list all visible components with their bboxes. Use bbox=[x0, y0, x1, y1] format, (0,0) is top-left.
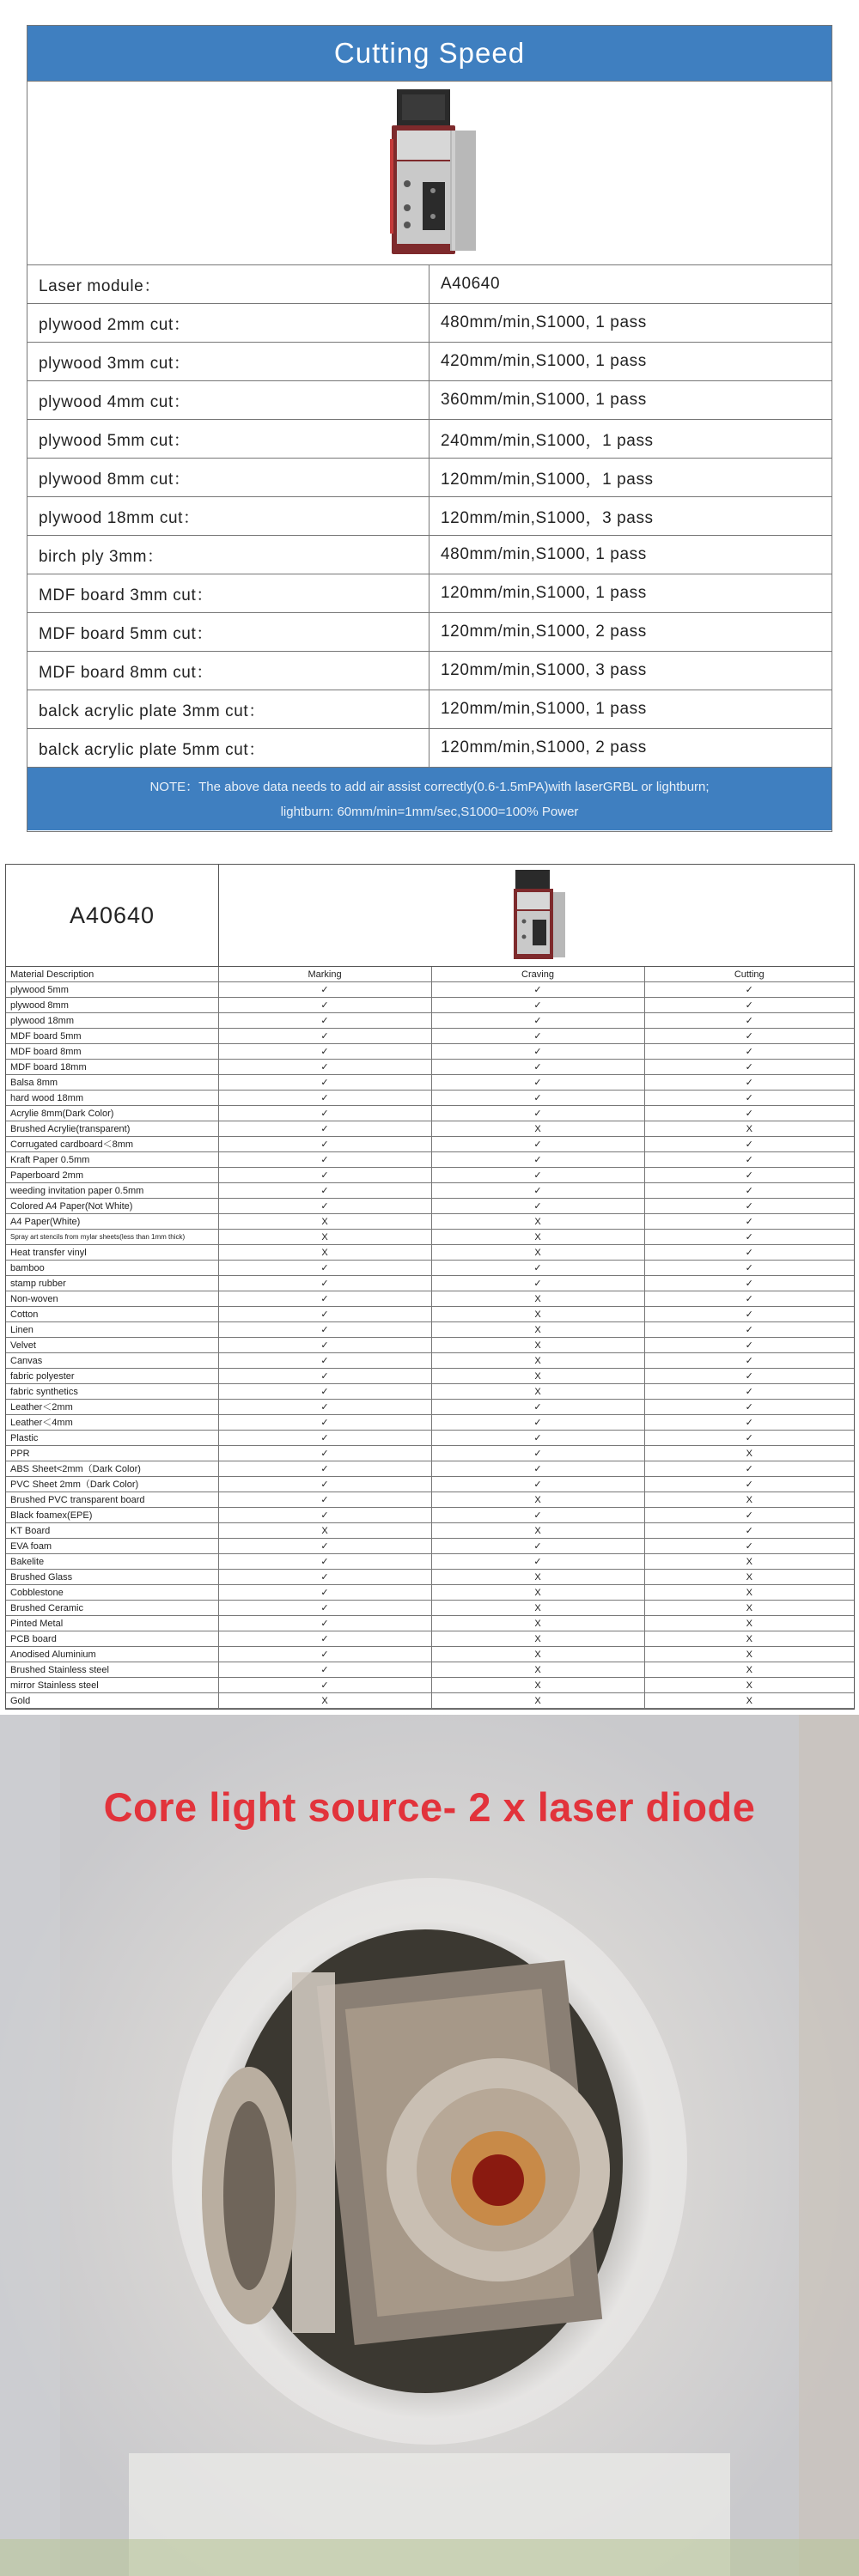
material-name: MDF board 5mm bbox=[6, 1029, 218, 1044]
speed-row-value: 120mm/min,S1000, 1 pass bbox=[441, 584, 647, 602]
table-row bbox=[6, 1013, 854, 1029]
cutting-mark: ✓ bbox=[644, 1384, 854, 1400]
material-name: ABS Sheet<2mm（Dark Color) bbox=[6, 1461, 218, 1477]
speed-row bbox=[27, 536, 832, 574]
speed-row bbox=[27, 690, 832, 729]
material-name: Brushed Ceramic bbox=[6, 1601, 218, 1616]
table-row bbox=[6, 998, 854, 1013]
table-row bbox=[6, 1245, 854, 1261]
material-table-header bbox=[6, 865, 854, 967]
marking-mark: ✓ bbox=[218, 982, 431, 998]
laser-diode-illustration bbox=[0, 1715, 859, 2576]
craving-mark: ✓ bbox=[431, 1415, 644, 1431]
marking-mark: X bbox=[218, 1523, 431, 1539]
material-name: fabric polyester bbox=[6, 1369, 218, 1384]
speed-row-label: MDF board 5mm cut： bbox=[27, 613, 430, 651]
speed-row-value: 120mm/min,S1000，1 pass bbox=[441, 470, 654, 489]
craving-mark: X bbox=[431, 1245, 644, 1261]
speed-row-label: plywood 4mm cut： bbox=[27, 381, 430, 419]
cutting-mark: ✓ bbox=[644, 1276, 854, 1291]
material-name: PVC Sheet 2mm（Dark Color) bbox=[6, 1477, 218, 1492]
craving-mark: ✓ bbox=[431, 1137, 644, 1152]
cutting-mark: ✓ bbox=[644, 1291, 854, 1307]
craving-mark: X bbox=[431, 1662, 644, 1678]
craving-mark: ✓ bbox=[431, 1508, 644, 1523]
cutting-mark: ✓ bbox=[644, 1245, 854, 1261]
marking-mark: ✓ bbox=[218, 1152, 431, 1168]
cutting-mark: ✓ bbox=[644, 1261, 854, 1276]
material-name: plywood 18mm bbox=[6, 1013, 218, 1029]
cutting-mark: ✓ bbox=[644, 998, 854, 1013]
cutting-mark: ✓ bbox=[644, 1400, 854, 1415]
speed-row-value: 120mm/min,S1000, 2 pass bbox=[441, 623, 647, 641]
material-name: weeding invitation paper 0.5mm bbox=[6, 1183, 218, 1199]
material-name: Leather＜4mm bbox=[6, 1415, 218, 1431]
table-row bbox=[6, 1199, 854, 1214]
table-row bbox=[6, 1461, 854, 1477]
marking-mark: ✓ bbox=[218, 1338, 431, 1353]
cutting-mark: ✓ bbox=[644, 1322, 854, 1338]
table-row bbox=[6, 1539, 854, 1554]
table-row bbox=[6, 1523, 854, 1539]
craving-mark: X bbox=[431, 1631, 644, 1647]
table-row bbox=[6, 982, 854, 998]
material-name: Non-woven bbox=[6, 1291, 218, 1307]
cutting-mark: ✓ bbox=[644, 1152, 854, 1168]
marking-mark: ✓ bbox=[218, 1616, 431, 1631]
material-name: Paperboard 2mm bbox=[6, 1168, 218, 1183]
marking-mark: ✓ bbox=[218, 1431, 431, 1446]
marking-mark: ✓ bbox=[218, 1662, 431, 1678]
craving-mark: X bbox=[431, 1338, 644, 1353]
speed-row bbox=[27, 381, 832, 420]
column-marking: Marking bbox=[218, 967, 431, 982]
material-name: Bakelite bbox=[6, 1554, 218, 1570]
speed-row bbox=[27, 574, 832, 613]
table-row bbox=[6, 1168, 854, 1183]
craving-mark: X bbox=[431, 1214, 644, 1230]
craving-mark: ✓ bbox=[431, 1446, 644, 1461]
material-name: KT Board bbox=[6, 1523, 218, 1539]
craving-mark: ✓ bbox=[431, 1199, 644, 1214]
craving-mark: X bbox=[431, 1492, 644, 1508]
material-name: Spray art stencils from mylar sheets(less than 1mm thick) bbox=[6, 1230, 218, 1245]
material-name: Velvet bbox=[6, 1338, 218, 1353]
table-row bbox=[6, 1508, 854, 1523]
marking-mark: ✓ bbox=[218, 1678, 431, 1693]
marking-mark: ✓ bbox=[218, 1415, 431, 1431]
cutting-mark: ✓ bbox=[644, 1183, 854, 1199]
table-row bbox=[6, 1322, 854, 1338]
table-row bbox=[6, 1585, 854, 1601]
cutting-mark: ✓ bbox=[644, 1461, 854, 1477]
table-row bbox=[6, 1647, 854, 1662]
craving-mark: ✓ bbox=[431, 1539, 644, 1554]
marking-mark: ✓ bbox=[218, 1183, 431, 1199]
cutting-mark: ✓ bbox=[644, 1431, 854, 1446]
material-name: plywood 8mm bbox=[6, 998, 218, 1013]
material-name: Kraft Paper 0.5mm bbox=[6, 1152, 218, 1168]
speed-row-label: Laser module： bbox=[27, 265, 430, 303]
table-row bbox=[6, 1075, 854, 1091]
table-row bbox=[6, 1631, 854, 1647]
material-name: Black foamex(EPE) bbox=[6, 1508, 218, 1523]
craving-mark: ✓ bbox=[431, 1554, 644, 1570]
marking-mark: ✓ bbox=[218, 1075, 431, 1091]
material-name: MDF board 8mm bbox=[6, 1044, 218, 1060]
cutting-mark: ✓ bbox=[644, 1199, 854, 1214]
table-row bbox=[6, 1678, 854, 1693]
material-name: Brushed Glass bbox=[6, 1570, 218, 1585]
material-name: Colored A4 Paper(Not White) bbox=[6, 1199, 218, 1214]
speed-row-value: 480mm/min,S1000, 1 pass bbox=[441, 545, 647, 563]
table-row bbox=[6, 1121, 854, 1137]
cutting-mark: ✓ bbox=[644, 1477, 854, 1492]
cutting-mark: X bbox=[644, 1678, 854, 1693]
table-row bbox=[6, 1369, 854, 1384]
laser-diode-photo bbox=[0, 1715, 859, 2576]
material-name: Brushed PVC transparent board bbox=[6, 1492, 218, 1508]
speed-row-label: plywood 5mm cut： bbox=[27, 420, 430, 458]
craving-mark: ✓ bbox=[431, 1461, 644, 1477]
table-row bbox=[6, 1307, 854, 1322]
craving-mark: X bbox=[431, 1353, 644, 1369]
marking-mark: ✓ bbox=[218, 998, 431, 1013]
material-name: bamboo bbox=[6, 1261, 218, 1276]
column-material-description: Material Description bbox=[6, 967, 218, 982]
table-row bbox=[6, 1384, 854, 1400]
speed-row bbox=[27, 652, 832, 690]
table-row bbox=[6, 1291, 854, 1307]
speed-note-line-1: NOTE：The above data needs to add air assist correctly(0.6-1.5mPA)with laserGRBL or lightburn; bbox=[149, 780, 710, 794]
marking-mark: ✓ bbox=[218, 1091, 431, 1106]
table-row bbox=[6, 1446, 854, 1461]
marking-mark: ✓ bbox=[218, 1631, 431, 1647]
marking-mark: ✓ bbox=[218, 1044, 431, 1060]
craving-mark: ✓ bbox=[431, 1013, 644, 1029]
craving-mark: ✓ bbox=[431, 1276, 644, 1291]
material-name: Anodised Aluminium bbox=[6, 1647, 218, 1662]
marking-mark: ✓ bbox=[218, 1508, 431, 1523]
cutting-mark: ✓ bbox=[644, 1508, 854, 1523]
speed-row-value: 480mm/min,S1000, 1 pass bbox=[441, 313, 647, 331]
speed-row-label: balck acrylic plate 3mm cut： bbox=[27, 690, 430, 728]
table-row bbox=[6, 1601, 854, 1616]
marking-mark: ✓ bbox=[218, 1477, 431, 1492]
marking-mark: ✓ bbox=[218, 1400, 431, 1415]
speed-row-label: MDF board 8mm cut： bbox=[27, 652, 430, 690]
material-name: PPR bbox=[6, 1446, 218, 1461]
marking-mark: ✓ bbox=[218, 1060, 431, 1075]
speed-note-line-2: lightburn: 60mm/min=1mm/sec,S1000=100% Power bbox=[280, 805, 579, 819]
cutting-mark: X bbox=[644, 1647, 854, 1662]
speed-note bbox=[27, 768, 832, 830]
speed-row-label: birch ply 3mm： bbox=[27, 536, 430, 574]
cutting-mark: ✓ bbox=[644, 1230, 854, 1245]
marking-mark: ✓ bbox=[218, 1353, 431, 1369]
marking-mark: ✓ bbox=[218, 1199, 431, 1214]
material-name: mirror Stainless steel bbox=[6, 1678, 218, 1693]
material-table-columns bbox=[6, 967, 854, 982]
material-name: stamp rubber bbox=[6, 1276, 218, 1291]
table-row bbox=[6, 1693, 854, 1709]
marking-mark: ✓ bbox=[218, 1369, 431, 1384]
craving-mark: ✓ bbox=[431, 982, 644, 998]
craving-mark: X bbox=[431, 1121, 644, 1137]
table-row bbox=[6, 1091, 854, 1106]
material-name: Linen bbox=[6, 1322, 218, 1338]
craving-mark: ✓ bbox=[431, 1029, 644, 1044]
table-row bbox=[6, 1400, 854, 1415]
marking-mark: ✓ bbox=[218, 1013, 431, 1029]
table-row bbox=[6, 1492, 854, 1508]
laser-module-icon bbox=[378, 88, 481, 259]
craving-mark: ✓ bbox=[431, 1106, 644, 1121]
marking-mark: ✓ bbox=[218, 1307, 431, 1322]
craving-mark: X bbox=[431, 1693, 644, 1709]
photo-title: Core light source- 2 x laser diode bbox=[103, 1784, 756, 1830]
material-name: Corrugated cardboard＜8mm bbox=[6, 1137, 218, 1152]
cutting-mark: X bbox=[644, 1631, 854, 1647]
cutting-speed-table bbox=[27, 25, 832, 832]
speed-row-value: 120mm/min,S1000, 3 pass bbox=[441, 661, 647, 679]
material-name: fabric synthetics bbox=[6, 1384, 218, 1400]
cutting-mark: X bbox=[644, 1570, 854, 1585]
cutting-speed-title: Cutting Speed bbox=[27, 26, 832, 82]
craving-mark: ✓ bbox=[431, 1477, 644, 1492]
craving-mark: ✓ bbox=[431, 1400, 644, 1415]
marking-mark: X bbox=[218, 1245, 431, 1261]
cutting-mark: ✓ bbox=[644, 982, 854, 998]
speed-row bbox=[27, 613, 832, 652]
table-row bbox=[6, 1214, 854, 1230]
laser-module-image bbox=[27, 82, 832, 265]
cutting-mark: ✓ bbox=[644, 1060, 854, 1075]
cutting-mark: ✓ bbox=[644, 1539, 854, 1554]
cutting-mark: ✓ bbox=[644, 1044, 854, 1060]
speed-row-value: 120mm/min,S1000，3 pass bbox=[441, 508, 654, 527]
craving-mark: X bbox=[431, 1307, 644, 1322]
craving-mark: X bbox=[431, 1570, 644, 1585]
craving-mark: ✓ bbox=[431, 1168, 644, 1183]
cutting-mark: X bbox=[644, 1585, 854, 1601]
material-name: Acrylie 8mm(Dark Color) bbox=[6, 1106, 218, 1121]
speed-row bbox=[27, 265, 832, 304]
marking-mark: X bbox=[218, 1693, 431, 1709]
material-compatibility-table bbox=[5, 864, 855, 1710]
marking-mark: ✓ bbox=[218, 1539, 431, 1554]
marking-mark: ✓ bbox=[218, 1585, 431, 1601]
material-name: Cobblestone bbox=[6, 1585, 218, 1601]
material-name: hard wood 18mm bbox=[6, 1091, 218, 1106]
cutting-mark: X bbox=[644, 1693, 854, 1709]
marking-mark: ✓ bbox=[218, 1261, 431, 1276]
table-row bbox=[6, 1477, 854, 1492]
material-name: Brushed Acrylie(transparent) bbox=[6, 1121, 218, 1137]
cutting-mark: ✓ bbox=[644, 1369, 854, 1384]
speed-row-value: 420mm/min,S1000, 1 pass bbox=[441, 352, 647, 370]
table-row bbox=[6, 1183, 854, 1199]
marking-mark: ✓ bbox=[218, 1446, 431, 1461]
marking-mark: ✓ bbox=[218, 1461, 431, 1477]
material-name: PCB board bbox=[6, 1631, 218, 1647]
cutting-mark: X bbox=[644, 1554, 854, 1570]
column-craving: Craving bbox=[431, 967, 644, 982]
craving-mark: ✓ bbox=[431, 1152, 644, 1168]
cutting-mark: ✓ bbox=[644, 1353, 854, 1369]
laser-module-thumbnail bbox=[219, 865, 854, 966]
cutting-mark: ✓ bbox=[644, 1168, 854, 1183]
table-row bbox=[6, 1276, 854, 1291]
cutting-mark: ✓ bbox=[644, 1013, 854, 1029]
table-row bbox=[6, 1570, 854, 1585]
material-name: Leather＜2mm bbox=[6, 1400, 218, 1415]
table-row bbox=[6, 1044, 854, 1060]
craving-mark: ✓ bbox=[431, 1431, 644, 1446]
cutting-mark: ✓ bbox=[644, 1307, 854, 1322]
speed-row bbox=[27, 459, 832, 497]
table-row bbox=[6, 1152, 854, 1168]
marking-mark: ✓ bbox=[218, 1570, 431, 1585]
marking-mark: X bbox=[218, 1214, 431, 1230]
cutting-mark: ✓ bbox=[644, 1029, 854, 1044]
speed-row-value: 360mm/min,S1000, 1 pass bbox=[441, 391, 647, 409]
cutting-mark: ✓ bbox=[644, 1075, 854, 1091]
cutting-mark: X bbox=[644, 1662, 854, 1678]
table-row bbox=[6, 1616, 854, 1631]
craving-mark: X bbox=[431, 1678, 644, 1693]
craving-mark: ✓ bbox=[431, 1044, 644, 1060]
table-row bbox=[6, 1431, 854, 1446]
speed-row bbox=[27, 729, 832, 768]
marking-mark: ✓ bbox=[218, 1601, 431, 1616]
craving-mark: X bbox=[431, 1616, 644, 1631]
material-name: MDF board 18mm bbox=[6, 1060, 218, 1075]
material-name: Pinted Metal bbox=[6, 1616, 218, 1631]
craving-mark: X bbox=[431, 1585, 644, 1601]
marking-mark: ✓ bbox=[218, 1647, 431, 1662]
marking-mark: ✓ bbox=[218, 1168, 431, 1183]
speed-row-label: MDF board 3mm cut： bbox=[27, 574, 430, 612]
material-name: plywood 5mm bbox=[6, 982, 218, 998]
table-row bbox=[6, 1353, 854, 1369]
marking-mark: ✓ bbox=[218, 1029, 431, 1044]
material-name: Heat transfer vinyl bbox=[6, 1245, 218, 1261]
craving-mark: X bbox=[431, 1369, 644, 1384]
marking-mark: ✓ bbox=[218, 1106, 431, 1121]
craving-mark: X bbox=[431, 1291, 644, 1307]
table-row bbox=[6, 1662, 854, 1678]
cutting-mark: X bbox=[644, 1616, 854, 1631]
material-name: Gold bbox=[6, 1693, 218, 1709]
speed-row bbox=[27, 420, 832, 459]
table-row bbox=[6, 1554, 854, 1570]
speed-row-value: A40640 bbox=[441, 275, 501, 293]
speed-row-value: 240mm/min,S1000，1 pass bbox=[441, 431, 654, 450]
speed-rows bbox=[27, 265, 832, 768]
speed-row bbox=[27, 343, 832, 381]
craving-mark: X bbox=[431, 1230, 644, 1245]
laser-module-icon bbox=[507, 868, 567, 963]
speed-row-label: plywood 8mm cut： bbox=[27, 459, 430, 496]
marking-mark: ✓ bbox=[218, 1291, 431, 1307]
cutting-mark: ✓ bbox=[644, 1338, 854, 1353]
craving-mark: ✓ bbox=[431, 1261, 644, 1276]
table-row bbox=[6, 1029, 854, 1044]
cutting-mark: ✓ bbox=[644, 1523, 854, 1539]
marking-mark: ✓ bbox=[218, 1121, 431, 1137]
craving-mark: ✓ bbox=[431, 1091, 644, 1106]
marking-mark: ✓ bbox=[218, 1554, 431, 1570]
speed-row bbox=[27, 497, 832, 536]
material-name: EVA foam bbox=[6, 1539, 218, 1554]
material-table bbox=[6, 967, 854, 1709]
column-cutting: Cutting bbox=[644, 967, 854, 982]
speed-row-label: plywood 3mm cut： bbox=[27, 343, 430, 380]
table-row bbox=[6, 1415, 854, 1431]
cutting-mark: X bbox=[644, 1492, 854, 1508]
marking-mark: ✓ bbox=[218, 1384, 431, 1400]
craving-mark: X bbox=[431, 1523, 644, 1539]
speed-row-value: 120mm/min,S1000, 1 pass bbox=[441, 700, 647, 718]
table-row bbox=[6, 1060, 854, 1075]
table-row bbox=[6, 1338, 854, 1353]
marking-mark: ✓ bbox=[218, 1276, 431, 1291]
cutting-mark: X bbox=[644, 1121, 854, 1137]
table-row bbox=[6, 1137, 854, 1152]
cutting-mark: X bbox=[644, 1601, 854, 1616]
speed-row-label: plywood 18mm cut： bbox=[27, 497, 430, 535]
craving-mark: X bbox=[431, 1647, 644, 1662]
table-row bbox=[6, 1261, 854, 1276]
material-name: Cotton bbox=[6, 1307, 218, 1322]
speed-row-label: balck acrylic plate 5mm cut： bbox=[27, 729, 430, 767]
marking-mark: ✓ bbox=[218, 1137, 431, 1152]
cutting-mark: ✓ bbox=[644, 1415, 854, 1431]
craving-mark: ✓ bbox=[431, 998, 644, 1013]
table-row bbox=[6, 1106, 854, 1121]
cutting-mark: ✓ bbox=[644, 1137, 854, 1152]
cutting-mark: ✓ bbox=[644, 1091, 854, 1106]
craving-mark: X bbox=[431, 1601, 644, 1616]
model-name: A40640 bbox=[6, 865, 219, 966]
craving-mark: X bbox=[431, 1384, 644, 1400]
craving-mark: ✓ bbox=[431, 1060, 644, 1075]
speed-row-value: 120mm/min,S1000, 2 pass bbox=[441, 738, 647, 756]
cutting-mark: X bbox=[644, 1446, 854, 1461]
craving-mark: ✓ bbox=[431, 1075, 644, 1091]
marking-mark: ✓ bbox=[218, 1322, 431, 1338]
speed-row bbox=[27, 304, 832, 343]
material-name: Balsa 8mm bbox=[6, 1075, 218, 1091]
cutting-mark: ✓ bbox=[644, 1106, 854, 1121]
material-name: Canvas bbox=[6, 1353, 218, 1369]
speed-row-label: plywood 2mm cut： bbox=[27, 304, 430, 342]
material-name: Brushed Stainless steel bbox=[6, 1662, 218, 1678]
material-name: A4 Paper(White) bbox=[6, 1214, 218, 1230]
marking-mark: X bbox=[218, 1230, 431, 1245]
cutting-mark: ✓ bbox=[644, 1214, 854, 1230]
marking-mark: ✓ bbox=[218, 1492, 431, 1508]
table-row bbox=[6, 1230, 854, 1245]
craving-mark: ✓ bbox=[431, 1183, 644, 1199]
material-name: Plastic bbox=[6, 1431, 218, 1446]
craving-mark: X bbox=[431, 1322, 644, 1338]
